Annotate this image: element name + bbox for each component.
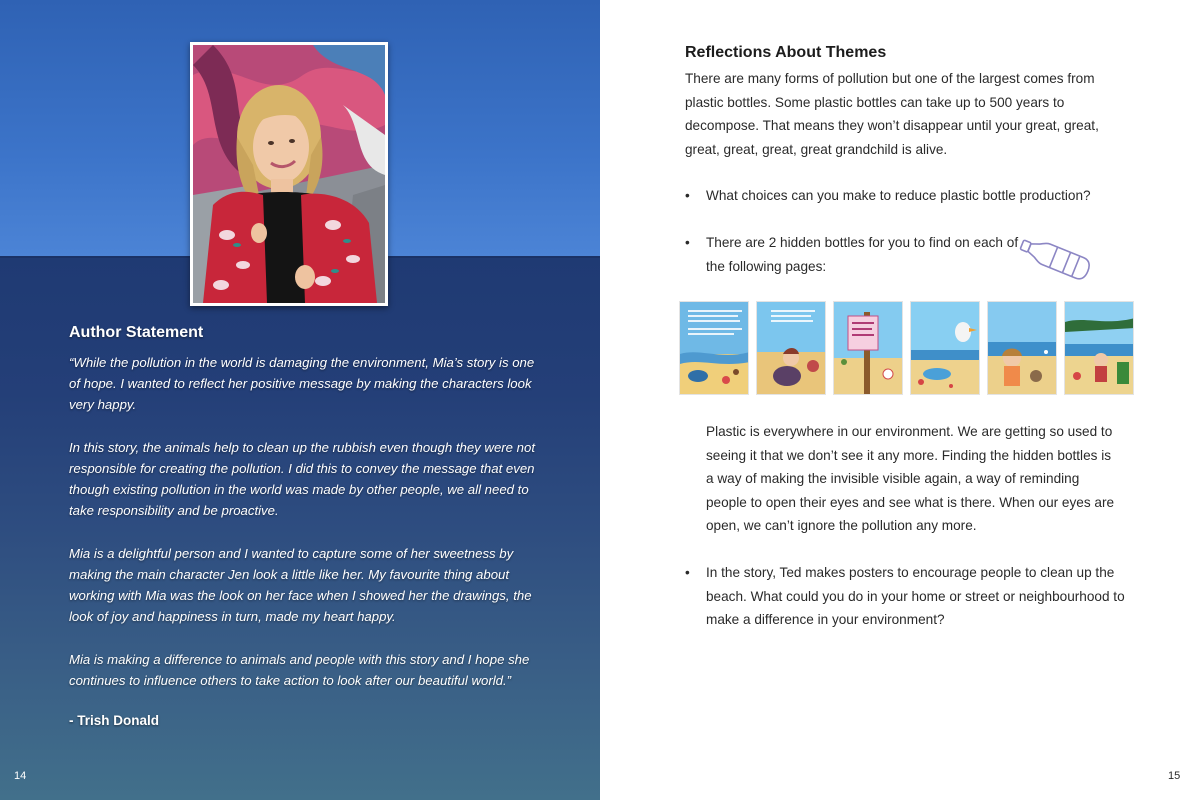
bullet-dot: •: [685, 188, 690, 203]
author-paragraph: “While the pollution in the world is damaging the environment, Mia’s story is one of hope. I wanted to reflect her positive message by making the characters look very happy.: [69, 355, 535, 413]
author-photo-frame: [190, 42, 388, 306]
bullet-dot: •: [685, 565, 690, 580]
bullet-item: [685, 184, 1125, 208]
author-signature: - Trish Donald: [69, 713, 160, 728]
bullet-text: In the story, Ted makes posters to encourage people to clean up the beach. What could you do in your home or street or neighbourhood to make a difference in your environment?: [706, 565, 1125, 627]
author-paragraph: Mia is making a difference to animals and people with this story and I hope she continues to influence others to take action to look after our beautiful world.”: [69, 651, 530, 688]
bullet-text: What choices can you make to reduce plastic bottle production?: [706, 188, 1091, 203]
author-statement-heading: Author Statement: [69, 324, 204, 341]
right-page: [600, 0, 1200, 800]
bullet-dot: •: [685, 235, 690, 250]
reflections-heading: Reflections About Themes: [685, 44, 887, 61]
author-paragraph: Mia is a delightful person and I wanted to capture some of her sweetness by making the main character Jen look a little like her. My favourite thing about working with Mia was the look on her face when I showed her the drawings, the look of joy and happiness in turn, made my heart happy.: [69, 545, 532, 625]
author-photo: [193, 45, 385, 303]
page-number-right: 15: [1168, 770, 1181, 782]
page-number-left: 14: [14, 770, 27, 782]
author-paragraph: In this story, the animals help to clean up the rubbish even though they were not responsible for creating the pollution. I did this to convey the message that even though existing pollution in the world was made by other people, we all need to take responsibility and be proactive.: [69, 439, 535, 519]
story-page-thumbnails: [679, 301, 1133, 395]
story-thumbnail: [987, 301, 1057, 395]
reflections-intro: There are many forms of pollution but one of the largest comes from plastic bottles. Some plastic bottles can take up to 500 years to decompose. That means they won’t disappear until your great, great, great, great, great, great grandchild is alive.: [685, 71, 1099, 157]
author-statement-body: [69, 352, 539, 712]
story-thumbnail: [756, 301, 826, 395]
plastic-paragraph: Plastic is everywhere in our environment. We are getting so used to seeing it that we don’t see it any more. Finding the hidden bottles is a way of making the invisible visible again, a way of reminding people to open their eyes and see what is there. When our eyes are open, we can’t ignore the pollution any more.: [706, 424, 1115, 533]
story-thumbnail: [833, 301, 903, 395]
bullet-item: [685, 231, 1025, 278]
story-thumbnail: [679, 301, 749, 395]
story-thumbnail: [910, 301, 980, 395]
story-thumbnail: [1064, 301, 1134, 395]
bullet-text: There are 2 hidden bottles for you to find on each of the following pages:: [706, 235, 1019, 274]
plastic-bottle-icon: [1017, 236, 1093, 282]
bullet-item: [685, 561, 1125, 632]
